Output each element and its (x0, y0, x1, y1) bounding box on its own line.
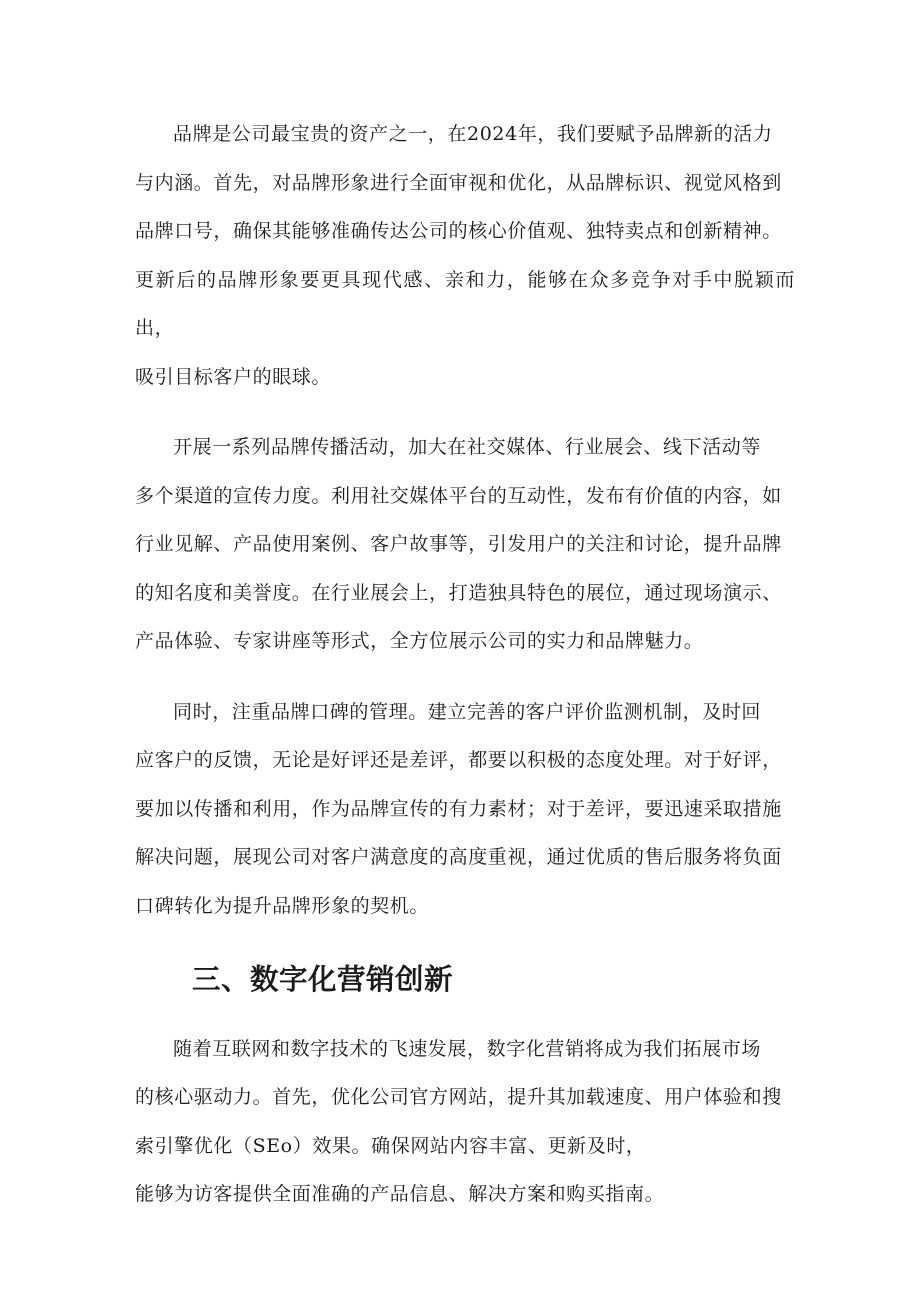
document-body (135, 110, 795, 1219)
text-line: 品牌口号，确保其能够准确传达公司的核心价值观、独特卖点和创新精神。 (135, 220, 782, 242)
text-line: 同时，注重品牌口碑的管理。建立完善的客户评价监测机制，及时回 (173, 700, 762, 723)
text-line: 开展一系列品牌传播活动，加大在社交媒体、行业展会、线下活动等 (173, 436, 762, 458)
text-line: 随着互联网和数字技术的飞速发展，数字化营销将成为我们拓展市场 (173, 1037, 762, 1060)
paragraph-brand-reputation (135, 688, 795, 931)
text-line: 更新后的品牌形象要更具现代感、亲和力，能够在众多竞争对手中脱颖而出， (135, 268, 795, 339)
text-line: 与内涵。首先，对品牌形象进行全面审视和优化，从品牌标识、视觉风格到 (135, 171, 782, 194)
text-line: 的知名度和美誉度。在行业展会上，打造独具特色的展位，通过现场演示、 (135, 581, 782, 604)
paragraph-brand-image (135, 110, 795, 401)
text-line: 吸引目标客户的眼球。 (135, 365, 332, 388)
text-line: 要加以传播和利用，作为品牌宣传的有力素材；对于差评，要迅速采取措施 (135, 797, 782, 820)
paragraph-brand-campaigns (135, 423, 795, 666)
text-line: 产品体验、专家讲座等形式，全方位展示公司的实力和品牌魅力。 (135, 630, 704, 652)
text-line: 品牌是公司最宝贵的资产之一，在2024年，我们要赋予品牌新的活力 (173, 123, 773, 145)
text-line: 多个渠道的宣传力度。利用社交媒体平台的互动性，发布有价值的内容，如 (135, 484, 782, 507)
paragraph-digital-marketing (135, 1025, 795, 1219)
text-line: 口碑转化为提升品牌形象的契机。 (135, 894, 430, 917)
text-line: 的核心驱动力。首先，优化公司官方网站，提升其加载速度、用户体验和搜 (135, 1086, 782, 1108)
text-line: 行业见解、产品使用案例、客户故事等，引发用户的关注和讨论，提升品牌 (135, 533, 782, 555)
section-heading: 三、数字化营销创新 (192, 963, 454, 996)
text-line: 索引擎优化（SEo）效果。确保网站内容丰富、更新及时， (135, 1134, 646, 1157)
text-line: 应客户的反馈，无论是好评还是差评，都要以积极的态度处理。对于好评， (135, 749, 782, 771)
text-line: 解决问题，展现公司对客户满意度的高度重视，通过优质的售后服务将负面 (135, 846, 782, 868)
text-line: 能够为访客提供全面准确的产品信息、解决方案和购买指南。 (135, 1183, 665, 1205)
